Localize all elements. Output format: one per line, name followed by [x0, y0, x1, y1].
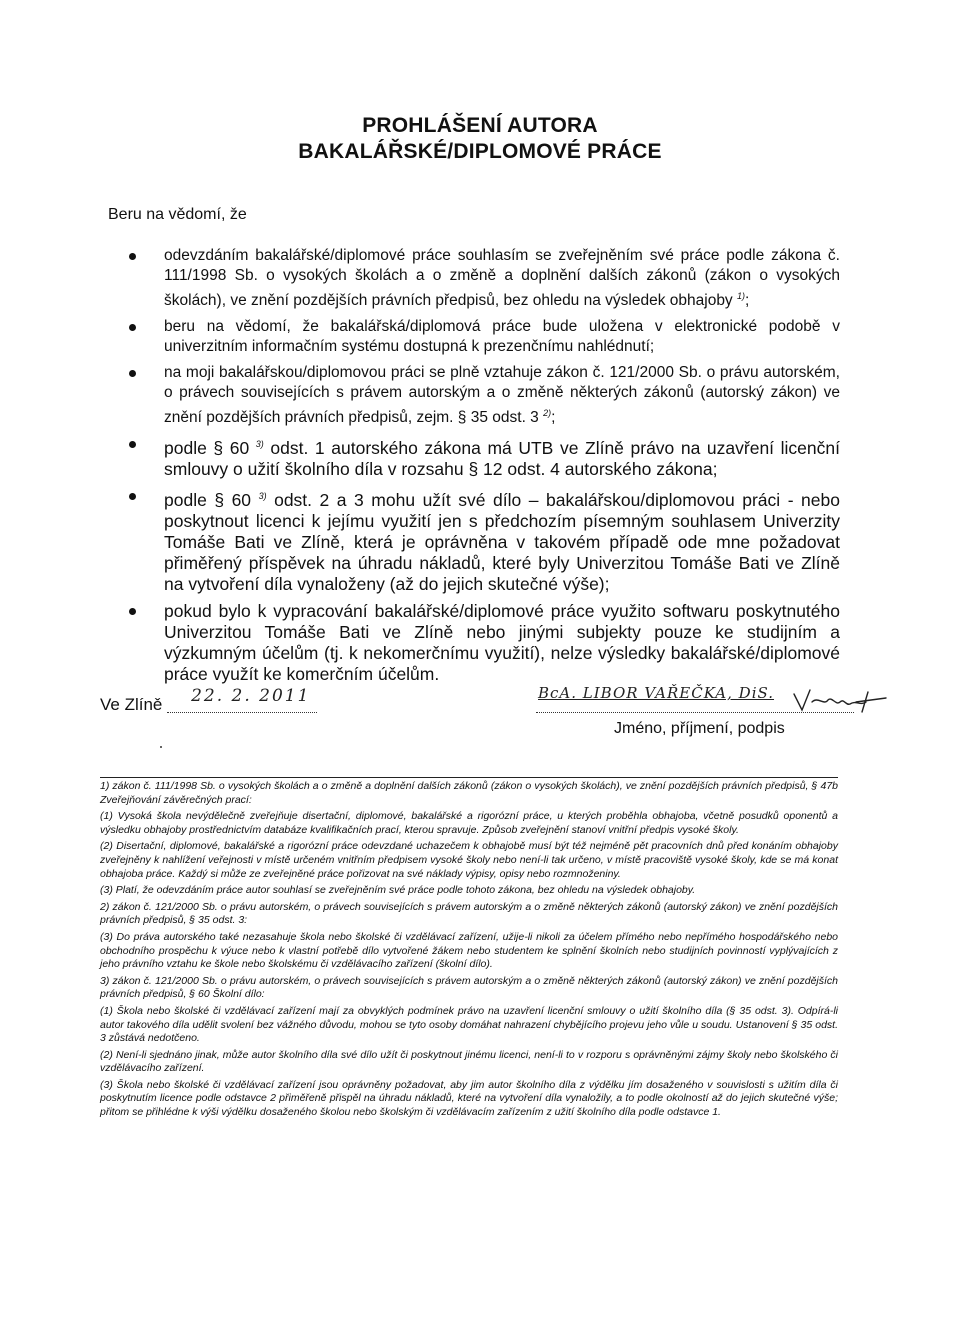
list-item: podle § 60 $^{3)}$ odst. 2 a 3 mohu užít své dílo – bakalářskou/diplomovou práci - nebo poskytnout licenci k jejímu využití jen s předchozím písemným souhlasem Univerzity Tomáše Bati ve Zlíně, která je oprávněna v takovém případě ode mne požadovat přiměřený příspěvek na úhradu nákladů, které byly Univerzitou Tomáše Bati ve Zlíně na vytvoření díla vynaloženy (až do jejich skutečné výše); [128, 486, 840, 595]
footnote: 2) zákon č. 121/2000 Sb. o právu autorském, o právech souvisejících s právem autorským a o změně některých zákonů (autorský zákon) ve znění pozdějších právních předpisů, § 35 odst. 3: [100, 900, 838, 927]
stray-dot [160, 746, 162, 748]
handwritten-name: BcA. LIBOR VAŘEČKA, DiS. [538, 684, 775, 702]
list-item: odevzdáním bakalářské/diplomové práce souhlasím se zveřejněním své práce podle zákona č. 111/1998 Sb. o vysokých školách a o změně a doplnění dalších zákonů (zákon o vysokých školách), ve znění pozdějších právních předpisů, bez ohledu na výsledek obhajoby $^{1)}$; [128, 246, 840, 311]
footnote: 1) zákon č. 111/1998 Sb. o vysokých školách a o změně a doplnění dalších zákonů (zákon o vysokých školách), ve znění pozdějších právních předpisů, § 47b Zveřejňování závěrečných prací: [100, 780, 838, 806]
list-item: pokud bylo k vypracování bakalářské/diplomové práce využito softwaru poskytnutého Univerzitou Tomáše Bati ve Zlíně nebo jinými subjekty pouze ke studijním a výzkumným účelům (tj. k nekomerčnímu využití), nelze výsledky bakalářské/diplomové práce využít ke komerčním účelům. [128, 601, 840, 685]
footnote: (1) Vysoká škola nevýdělečně zveřejňuje disertační, diplomové, bakalářské a rigorózní práce, u kterých proběhla obhajoba, včetně posudků oponentů a výsledku obhajoby prostřednictvím databáze kvalifikačních prací, kterou spravuje. Způsob zveřejnění stanoví vnitřní předpis vysoké školy. [100, 810, 838, 836]
page-subtitle: BAKALÁŘSKÉ/DIPLOMOVÉ PRÁCE [298, 140, 662, 163]
footnote-ref: 3) [258, 491, 267, 502]
footnote: (2) Disertační, diplomové, bakalářské a rigorózní práce odevzdané uchazečem k obhajobě musí být též nejméně pět pracovních dnů před konáním obhajoby zveřejněny k nahlížení veřejnosti v místě určeném vnitřním předpisem vysoké školy nebo není-li tak určeno, v místě pracoviště vysoké školy, kde se má konat obhajoba práce. Každý si může ze zveřejněné práce pořizovat na své náklady výpisy, opisy nebo rozmnoženiny. [100, 840, 838, 880]
list-item: podle § 60 $^{3)}$ odst. 1 autorského zákona má UTB ve Zlíně právo na uzavření licenční smlouvy o užití školního díla v rozsahu § 12 odst. 4 autorského zákona; [128, 434, 840, 480]
place-date-line [100, 686, 317, 715]
place-label: Ve Zlíně [100, 695, 163, 714]
footnote-ref: 1) [737, 291, 746, 301]
signature-caption: Jméno, příjmení, podpis [614, 720, 785, 737]
footnote: (3) Platí, že odevzdáním práce autor souhlasí se zveřejněním své práce podle tohoto zákona, bez ohledu na výsledek obhajoby. [100, 884, 696, 897]
footnote: (3) Škola nebo školské či vzdělávací zařízení jsou oprávněny požadovat, aby jim autor školního díla z výdělku jím dosaženého v souvislosti s užitím díla či poskytnutím licence podle odstavce 2 přiměřeně přispěl na úhradu nákladů, které na vytvoření díla vynaložily, a to podle okolností až do jejich skutečné výše; přitom se přihlédne k výši výdělku dosaženého školou nebo školským či vzdělávacím zařízením z užití školního díla podle odstavce 1. [100, 1078, 838, 1119]
declaration-list [128, 246, 840, 691]
page-title: PROHLÁŠENÍ AUTORA [362, 114, 598, 137]
footnotes [100, 777, 838, 1123]
intro-text: Beru na vědomí, že [108, 206, 247, 223]
signature-icon [790, 684, 890, 718]
list-item: beru na vědomí, že bakalářská/diplomová práce bude uložena v elektronické podobě v univerzitním informačním systému dostupná k prezenčnímu nahlédnutí; [128, 317, 840, 357]
footnote: 3) zákon č. 121/2000 Sb. o právu autorském, o právech souvisejících s právem autorským a o změně některých zákonů (autorský zákon) ve znění pozdějších právních předpisů, § 60 Školní dílo: [100, 974, 838, 1001]
footnote: (2) Není-li sjednáno jinak, může autor školního díla své dílo užít či poskytnout jinému licenci, není-li to v rozporu s oprávněnými zájmy školy nebo školského či vzdělávacího zařízení. [100, 1048, 838, 1075]
footnote: (1) Škola nebo školské či vzdělávací zařízení mají za obvyklých podmínek právo na uzavření licenční smlouvy o užití školního díla (§ 35 odst. 3). Odpírá-li autor takového díla udělit svolení bez vážného důvodu, mohou se tyto osoby domáhat nahrazení chybějícího projevu jeho vůle u soudu. Ustanovení § 35 odst. 3 zůstává nedotčeno. [100, 1004, 838, 1045]
footnote-ref: 3) [255, 439, 264, 450]
footnote-ref: 2) [543, 408, 552, 419]
handwritten-date: 22. 2. 2011 [191, 686, 311, 706]
footnote: (3) Do práva autorského také nezasahuje škola nebo školské či vzdělávací zařízení, užije-li nikoli za účelem přímého nebo nepřímého hospodářského nebo obchodního prospěchu k výuce nebo k vlastní potřebě dílo vytvořené žákem nebo studentem ke splnění školních nebo studijních povinností vyplývajících z jeho právního vztahu ke škole nebo školskému či vzdělávacího zařízení (školní dílo). [100, 930, 838, 971]
list-item: na moji bakalářskou/diplomovou práci se plně vztahuje zákon č. 121/2000 Sb. o právu autorském, o právech souvisejících s právem autorským a o změně některých zákonů (autorský zákon) ve znění pozdějších právních předpisů, zejm. § 35 odst. 3 $^{2)}$; [128, 363, 840, 428]
date-field [167, 686, 317, 713]
